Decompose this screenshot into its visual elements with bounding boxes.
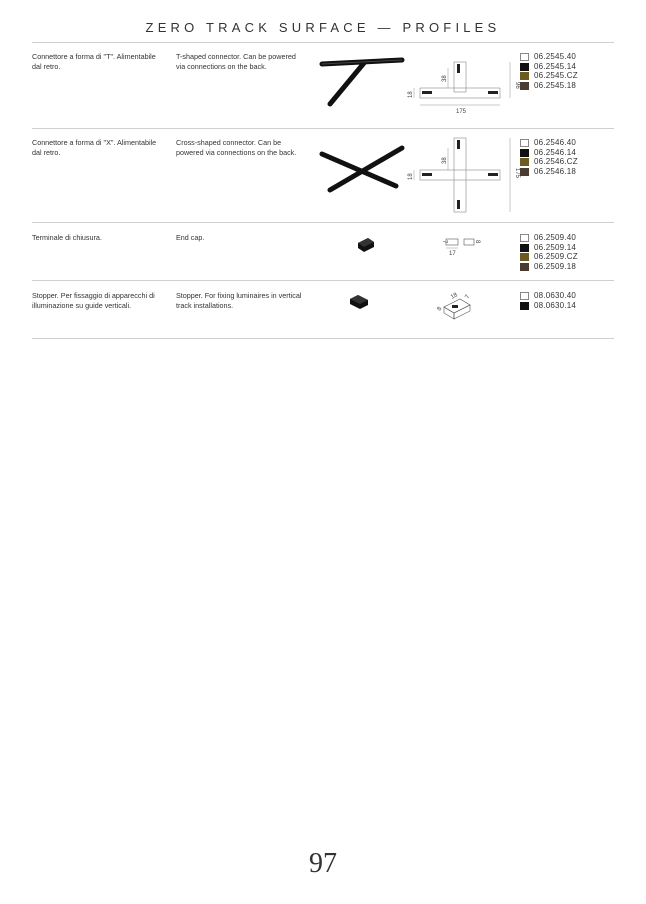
dimension-label: 8 — [474, 240, 480, 244]
dimension-label: 17 — [449, 251, 456, 257]
product-code: 06.2546.14 — [534, 147, 577, 157]
color-swatch — [520, 82, 529, 90]
dimension-label: 175 — [514, 168, 520, 179]
product-code: 08.0630.40 — [534, 291, 577, 300]
description-italian: Connettore a forma di "T". Alimentabile dal retro. — [32, 52, 156, 71]
page-title: ZERO TRACK SURFACE — PROFILES — [145, 20, 501, 35]
product-code: 08.0630.14 — [534, 300, 577, 310]
product-code: 06.2545.CZ — [534, 71, 578, 81]
t-connector-product-image — [318, 52, 408, 112]
product-code: 06.2509.CZ — [534, 252, 578, 262]
color-swatch — [520, 149, 529, 157]
row-divider — [32, 222, 614, 223]
description-italian: Stopper. Per fissaggio di apparecchi di illuminazione su guide verticali. — [32, 291, 155, 310]
product-code: 06.2545.18 — [534, 80, 577, 90]
color-swatch — [520, 53, 529, 61]
page-number: 97 — [309, 848, 337, 879]
color-swatch — [520, 263, 529, 271]
end-cap-technical-drawing — [436, 236, 492, 258]
dimension-label: 18 — [408, 173, 414, 180]
color-swatch — [520, 63, 529, 71]
product-row-stopper — [32, 291, 614, 333]
color-swatch — [520, 244, 529, 252]
color-swatch — [520, 253, 529, 261]
product-row-t-connector — [32, 52, 614, 124]
color-swatch — [520, 72, 529, 80]
description-english: End cap. — [176, 233, 205, 242]
dimension-label: 7 — [441, 240, 447, 244]
stopper-technical-drawing — [438, 291, 478, 323]
description-english: Stopper. For fixing luminaires in vertical track installations. — [176, 291, 302, 310]
top-divider — [32, 42, 614, 43]
product-code: 06.2509.18 — [534, 261, 577, 271]
dimension-label: 38 — [442, 75, 448, 82]
dimension-label: 38 — [442, 157, 448, 164]
dimension-label: 18 — [408, 91, 414, 98]
stopper-product-image — [348, 293, 372, 311]
product-code: 06.2546.18 — [534, 166, 577, 176]
color-swatch — [520, 234, 529, 242]
product-code: 06.2545.40 — [534, 52, 577, 61]
dimension-label: 18 — [450, 292, 459, 301]
description-english: T-shaped connector. Can be powered via connections on the back. — [176, 52, 296, 71]
product-code: 06.2545.14 — [534, 61, 577, 71]
product-row-end-cap — [32, 233, 614, 275]
product-code: 06.2546.40 — [534, 138, 577, 147]
x-connector-technical-drawing — [406, 138, 518, 214]
product-row-x-connector — [32, 138, 614, 218]
color-swatch — [520, 139, 529, 147]
x-connector-product-image — [318, 140, 408, 200]
product-code: 06.2509.14 — [534, 242, 577, 252]
product-code: 06.2546.CZ — [534, 157, 578, 167]
color-swatch — [520, 158, 529, 166]
description-italian: Terminale di chiusura. — [32, 233, 102, 242]
dimension-label: 175 — [456, 109, 467, 115]
row-divider — [32, 128, 614, 129]
color-swatch — [520, 168, 529, 176]
dimension-label: 96 — [514, 82, 520, 89]
color-swatch — [520, 292, 529, 300]
product-code: 06.2509.40 — [534, 233, 577, 242]
description-english: Cross-shaped connector. Can be powered via connections on the back. — [176, 138, 297, 157]
color-swatch — [520, 302, 529, 310]
description-italian: Connettore a forma di "X". Alimentabile dal retro. — [32, 138, 157, 157]
row-divider — [32, 280, 614, 281]
row-divider — [32, 338, 614, 339]
dimension-label: 7 — [464, 294, 472, 300]
dimension-label: 8 — [436, 306, 444, 312]
end-cap-product-image — [354, 235, 378, 255]
t-connector-technical-drawing — [406, 58, 518, 116]
